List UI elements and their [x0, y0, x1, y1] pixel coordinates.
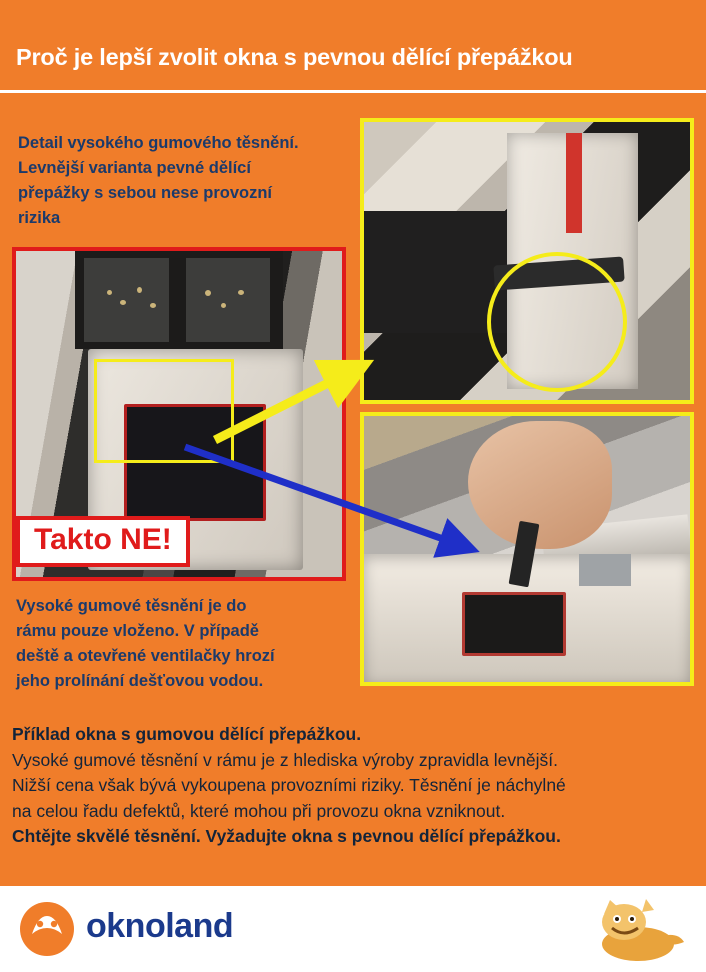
photo-hand-shape — [468, 421, 611, 549]
left-caption-line-3: deště a otevřené ventilačky hrozí — [16, 647, 275, 665]
brand-name: oknoland — [86, 907, 234, 945]
left-caption-line-4: jeho prolínání dešťovou vodou. — [16, 672, 264, 690]
photo-seal-closeup — [360, 118, 694, 404]
left-caption-block — [16, 594, 352, 694]
photo-hand-metal-fitting — [579, 554, 631, 586]
page-header — [0, 0, 706, 92]
photo-bad-example-glass-left — [84, 258, 169, 343]
intro-text-block — [18, 131, 348, 231]
photo-bad-example-glass-right — [186, 258, 271, 343]
left-caption-line-2: rámu pouze vloženo. V případě — [16, 622, 259, 640]
photo-speck — [238, 290, 244, 295]
intro-line-4: rizika — [18, 209, 61, 227]
header-divider — [0, 90, 706, 93]
photo-bad-example-highlight-box — [94, 359, 234, 463]
oknoland-logo-icon — [18, 900, 76, 958]
photo-hand-inner-chamber — [462, 592, 566, 657]
bottom-text-block — [12, 722, 698, 850]
photo-seal-closeup-red-gasket — [566, 133, 582, 233]
photo-hand-pulling-seal — [360, 412, 694, 686]
photo-speck — [150, 303, 156, 308]
warning-banner-label: Takto NE! — [34, 523, 172, 556]
bottom-line-3: Nižší cena však bývá vykoupena provozními riziky. Těsnění je náchylné — [12, 775, 566, 795]
left-caption-line-1: Vysoké gumové těsnění je do — [16, 597, 247, 615]
photo-seal-closeup-highlight-circle — [487, 252, 627, 392]
intro-line-1: Detail vysokého gumového těsnění. — [18, 134, 299, 152]
bottom-line-1: Příklad okna s gumovou dělící přepážkou. — [12, 724, 362, 744]
bottom-line-2: Vysoké gumové těsnění v rámu je z hlediska výroby zpravidla levnější. — [12, 749, 558, 770]
intro-line-3: přepážky s sebou nese provozní — [18, 184, 272, 202]
bottom-line-4: na celou řadu defektů, které mohou při provozu okna vzniknout. — [12, 800, 506, 821]
page-title: Proč je lepší zvolit okna s pevnou dělící přepážkou — [16, 44, 573, 70]
bottom-line-5: Chtějte skvělé těsnění. Vyžadujte okna s pevnou dělící přepážkou. — [12, 826, 561, 846]
photo-speck — [137, 287, 142, 293]
page-footer — [0, 886, 706, 972]
warning-banner — [16, 516, 190, 567]
mascot-icon — [580, 892, 690, 968]
intro-line-2: Levnější varianta pevné dělící — [18, 159, 251, 177]
